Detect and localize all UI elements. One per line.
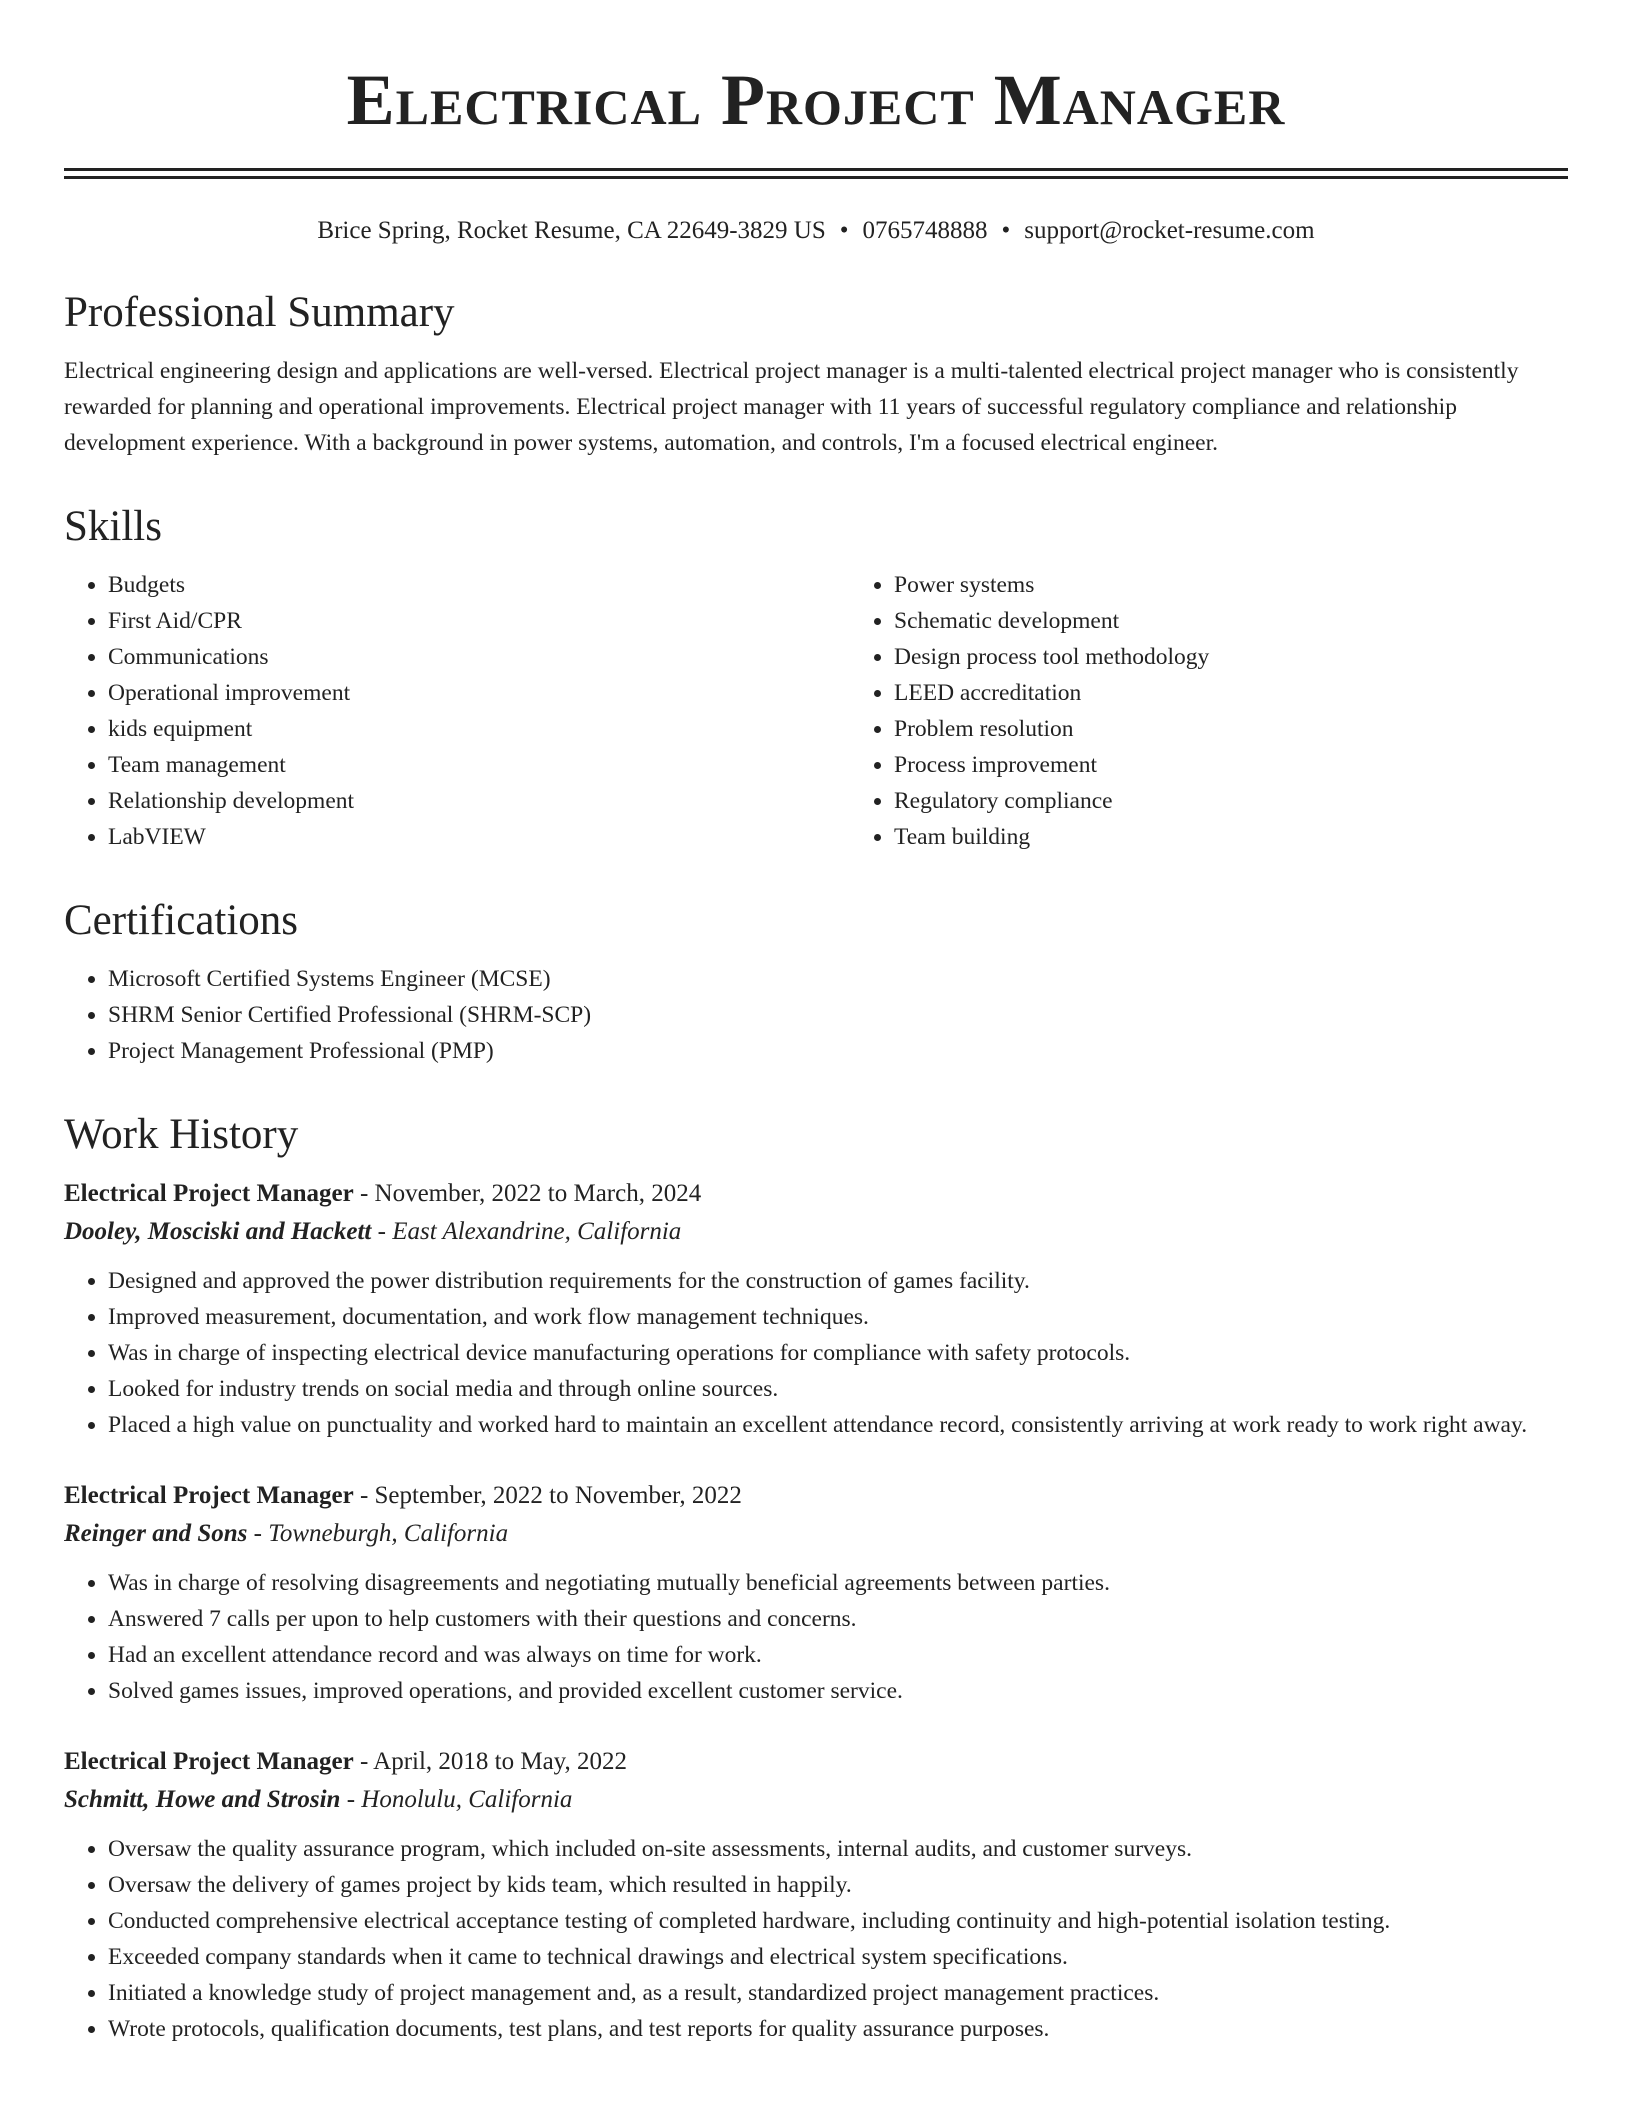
skill-item: • kids equipment: [108, 711, 850, 747]
skills-grid: [64, 567, 1568, 855]
job-entry: [64, 1477, 1568, 1709]
job-bullet: • Was in charge of inspecting electrical device manufacturing operations for compliance with safety protocols.: [108, 1335, 1568, 1371]
skills-list-right: [850, 567, 1632, 855]
certification-item: • SHRM Senior Certified Professional (SHRM-SCP): [108, 997, 1568, 1033]
job-title-line: [64, 1175, 1568, 1213]
skill-item: • Power systems: [894, 567, 1632, 603]
certifications-list: [64, 961, 1568, 1069]
contact-line: [64, 215, 1568, 247]
certifications-heading: Certifications: [64, 897, 299, 944]
job-company: Reinger and Sons: [64, 1520, 248, 1547]
job-entry: [64, 1175, 1568, 1443]
job-bullet: • Designed and approved the power distribution requirements for the construction of games facility.: [108, 1263, 1568, 1299]
contact-phone: 0765748888: [862, 217, 988, 244]
skill-item: • LEED accreditation: [894, 675, 1632, 711]
resume-title: Electrical Project Manager: [346, 60, 1286, 140]
job-bullet: • Initiated a knowledge study of project management and, as a result, standardized project management practices.: [108, 1975, 1568, 2011]
job-bullet: • Looked for industry trends on social media and through online sources.: [108, 1371, 1568, 1407]
certification-item: • Microsoft Certified Systems Engineer (MCSE): [108, 961, 1568, 997]
job-company: Dooley, Mosciski and Hackett: [64, 1218, 372, 1245]
employer-line: [64, 1781, 1568, 1819]
job-title-line: [64, 1743, 1568, 1781]
job-bullets: [64, 1565, 1568, 1709]
skill-item: • Design process tool methodology: [894, 639, 1632, 675]
employer-line: [64, 1515, 1568, 1553]
job-role: Electrical Project Manager: [64, 1180, 354, 1207]
skill-item: • LabVIEW: [108, 819, 850, 855]
contact-separator: •: [1001, 217, 1011, 244]
job-bullet: • Was in charge of resolving disagreements and negotiating mutually beneficial agreements between parties.: [108, 1565, 1568, 1601]
skill-item: • Budgets: [108, 567, 850, 603]
summary-text: Electrical engineering design and applications are well-versed. Electrical project manager is a multi-talented electrical project manager who is consistently rewarded for planning and operational improvements. Electrical project manager with 11 years of successful regulatory compliance and relationship development experience. With a background in power systems, automation, and controls, I'm a focused electrical engineer.: [64, 358, 1519, 456]
skill-item: • Operational improvement: [108, 675, 850, 711]
job-bullets: [64, 1263, 1568, 1443]
employer-line: [64, 1213, 1568, 1251]
job-entry: [64, 1743, 1568, 2047]
work-history-heading: Work History: [64, 1111, 299, 1158]
skill-item: • First Aid/CPR: [108, 603, 850, 639]
job-bullet: • Had an excellent attendance record and was always on time for work.: [108, 1637, 1568, 1673]
skill-item: • Schematic development: [894, 603, 1632, 639]
skill-item: • Process improvement: [894, 747, 1632, 783]
job-role: Electrical Project Manager: [64, 1748, 354, 1775]
job-bullet: • Oversaw the delivery of games project by kids team, which resulted in happily.: [108, 1867, 1568, 1903]
skill-item: • Team building: [894, 819, 1632, 855]
job-location: - Honolulu, California: [340, 1786, 573, 1813]
job-role: Electrical Project Manager: [64, 1482, 354, 1509]
skill-item: • Team management: [108, 747, 850, 783]
job-title-line: [64, 1477, 1568, 1515]
job-dates: - November, 2022 to March, 2024: [353, 1180, 702, 1207]
skill-item: • Communications: [108, 639, 850, 675]
job-bullet: • Wrote protocols, qualification documents, test plans, and test reports for quality assurance purposes.: [108, 2011, 1568, 2047]
job-bullet: • Exceeded company standards when it came to technical drawings and electrical system specifications.: [108, 1939, 1568, 1975]
certification-item: • Project Management Professional (PMP): [108, 1033, 1568, 1069]
job-location: - East Alexandrine, California: [371, 1218, 682, 1245]
contact-email: support@rocket-resume.com: [1024, 217, 1315, 244]
job-bullet: • Answered 7 calls per upon to help customers with their questions and concerns.: [108, 1601, 1568, 1637]
skill-item: • Relationship development: [108, 783, 850, 819]
job-company: Schmitt, Howe and Strosin: [64, 1786, 341, 1813]
skills-heading: Skills: [64, 503, 162, 550]
contact-address: Brice Spring, Rocket Resume, CA 22649-3829 US: [317, 217, 826, 244]
job-bullets: [64, 1831, 1568, 2047]
job-bullet: • Placed a high value on punctuality and worked hard to maintain an excellent attendance record, consistently arriving at work ready to work right away.: [108, 1407, 1568, 1443]
skill-item: • Regulatory compliance: [894, 783, 1632, 819]
summary-heading: Professional Summary: [64, 289, 455, 336]
title-divider: [64, 168, 1568, 179]
job-dates: - September, 2022 to November, 2022: [353, 1482, 742, 1509]
skills-list-left: [64, 567, 850, 855]
job-dates: - April, 2018 to May, 2022: [353, 1748, 628, 1775]
job-bullet: • Oversaw the quality assurance program, which included on-site assessments, internal audits, and customer surveys.: [108, 1831, 1568, 1867]
job-bullet: • Improved measurement, documentation, and work flow management techniques.: [108, 1299, 1568, 1335]
job-bullet: • Conducted comprehensive electrical acceptance testing of completed hardware, including continuity and high-potential isolation testing.: [108, 1903, 1568, 1939]
job-location: - Towneburgh, California: [247, 1520, 509, 1547]
contact-separator: •: [839, 217, 849, 244]
job-bullet: • Solved games issues, improved operations, and provided excellent customer service.: [108, 1673, 1568, 1709]
skill-item: • Problem resolution: [894, 711, 1632, 747]
